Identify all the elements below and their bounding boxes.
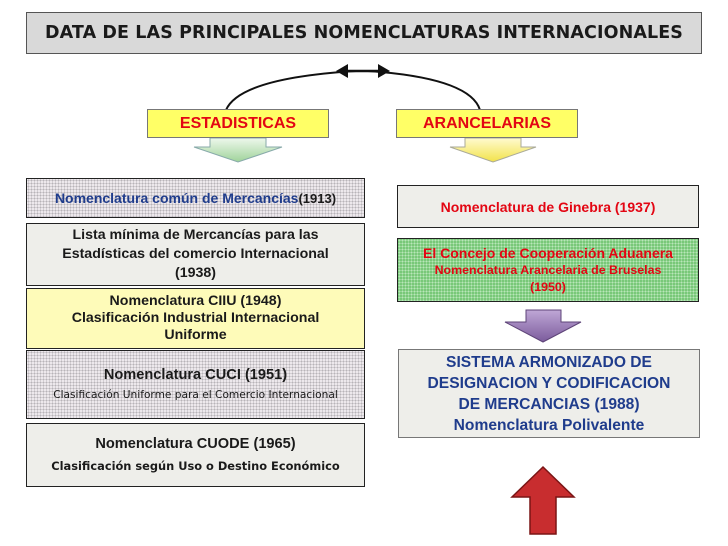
box-year: (1913) <box>298 190 337 206</box>
box-line: Nomenclatura Polivalente <box>453 416 645 434</box>
box-line: Nomenclatura de Ginebra (1937) <box>440 198 656 215</box>
down-arrow-icon <box>194 138 282 162</box>
box-line: Nomenclatura CIIU (1948) <box>109 293 282 309</box>
down-arrow-icon <box>505 310 581 342</box>
box-ciiu <box>26 288 365 349</box>
box-nomenclatura-comun <box>26 178 365 218</box>
box-sistema-armonizado <box>398 349 700 438</box>
box-line: (1950) <box>530 279 566 294</box>
connector-left-curve <box>226 71 356 110</box>
up-arrow-icon <box>512 467 574 534</box>
box-line: Clasificación Uniforme para el Comercio Internacional <box>53 388 338 401</box>
box-lista-minima <box>26 223 365 286</box>
box-cuci <box>26 350 365 419</box>
box-title: Nomenclatura común de Mercancías <box>54 190 299 206</box>
box-line: Lista mínima de Mercancías para las <box>72 227 319 243</box>
box-line: Nomenclatura CUODE (1965) <box>95 436 296 452</box>
box-line: Clasificación según Uso o Destino Económico <box>51 459 340 473</box>
box-line: (1938) <box>174 265 216 281</box>
box-line: Nomenclatura CUCI (1951) <box>103 366 288 383</box>
double-arrow-icon <box>336 64 390 78</box>
page-title: DATA DE LAS PRINCIPALES NOMENCLATURAS INTERNACIONALES <box>26 12 702 54</box>
box-line: DESIGNACION Y CODIFICACION <box>427 374 671 392</box>
box-line: SISTEMA ARMONIZADO DE <box>446 353 652 371</box>
box-bruselas <box>397 238 699 302</box>
box-line: DE MERCANCIAS (1988) <box>458 395 640 413</box>
box-line: Uniforme <box>164 327 227 343</box>
box-line: El Concejo de Cooperación Aduanera <box>423 244 673 261</box>
category-label-arancelarias: ARANCELARIAS <box>396 109 578 138</box>
connector-right-curve <box>368 71 480 110</box>
box-line: Estadísticas del comercio Internacional <box>62 246 329 262</box>
box-ginebra <box>397 185 699 228</box>
box-line: Nomenclatura Arancelaria de Bruselas <box>434 262 662 277</box>
box-cuode <box>26 423 365 487</box>
down-arrow-icon <box>450 138 536 162</box>
box-line: Clasificación Industrial Internacional <box>71 310 320 326</box>
category-label-estadisticas: ESTADISTICAS <box>147 109 329 138</box>
